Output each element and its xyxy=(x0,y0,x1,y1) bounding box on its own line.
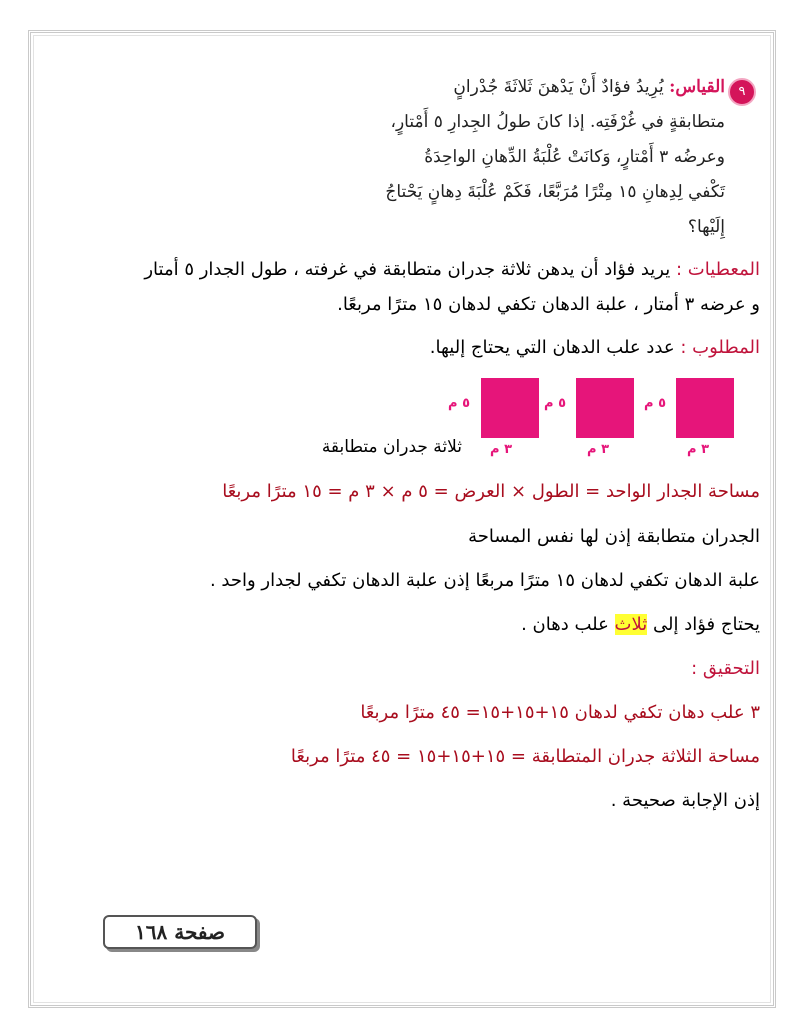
same-area-line: الجدران متطابقة إذن لها نفس المساحة xyxy=(468,526,760,547)
wall-1-width-label: ٣ م xyxy=(490,442,512,457)
problem-number-badge: ٩ xyxy=(728,78,756,106)
can-coverage-line: علبة الدهان تكفي لدهان ١٥ مترًا مربعًا إذن علبة الدهان تكفي لجدار واحد . xyxy=(209,570,760,591)
wall-2-height-label: ٥ م xyxy=(544,396,566,411)
problem-keyword: القياس: xyxy=(669,77,725,97)
givens-text-1: يريد فؤاد أن يدهن ثلاثة جدران متطابقة في غرفته ، طول الجدار ٥ أمتار xyxy=(144,259,671,280)
page-number-badge: صفحة ١٦٨ xyxy=(103,915,257,949)
check-label: التحقيق : xyxy=(691,658,760,679)
diagram-caption: ثلاثة جدران متطابقة xyxy=(321,437,462,457)
answer-post: علب دهان . xyxy=(521,614,609,635)
givens-label: المعطيات : xyxy=(676,259,760,280)
wall-3-width-label: ٣ م xyxy=(687,442,709,457)
wall-3 xyxy=(676,378,734,438)
required-line xyxy=(40,333,760,363)
givens-text-2: و عرضه ٣ أمتار ، علبة الدهان تكفي لدهان ١٥ مترًا مربعًا. xyxy=(337,294,760,315)
problem-line-5: إِلَيْها؟ xyxy=(687,217,725,237)
wall-2-width-label: ٣ م xyxy=(587,442,609,457)
wall-2 xyxy=(576,378,634,438)
givens-line-1 xyxy=(40,255,760,285)
required-text: عدد علب الدهان التي يحتاج إليها. xyxy=(429,337,675,358)
answer-highlight: ثلاث xyxy=(614,614,648,635)
required-label: المطلوب : xyxy=(680,337,760,358)
answer-pre: يحتاج فؤاد إلى xyxy=(652,614,760,635)
problem-statement xyxy=(150,70,725,245)
check-line-2: مساحة الثلاثة جدران المتطابقة = ١٥+١٥+١٥ = ٤٥ مترًا مربعًا xyxy=(290,746,760,767)
problem-line-4: تَكْفي لِدِهانِ ١٥ مِتْرًا مُرَبَّعًا، فَكَمْ عُلْبَةَ دِهانٍ يَحْتاجُ xyxy=(385,182,725,202)
problem-line-1: يُرِيدُ فؤادٌ أَنْ يَدْهنَ ثَلاثَةَ جُدْرانٍ xyxy=(453,77,664,97)
check-line-1: ٣ علب دهان تكفي لدهان ١٥+١٥+١٥= ٤٥ مترًا مربعًا xyxy=(360,702,760,723)
wall-1-height-label: ٥ م xyxy=(448,396,470,411)
problem-line-2: متطابقةٍ في غُرْفَتِه. إذا كانَ طولُ الجِدارِ ٥ أَمْتارٍ، xyxy=(390,112,725,132)
problem-line-3: وعرضُه ٣ أَمْتارٍ، وَكانَتْ عُلْبَةُ الدِّهانِ الواحِدَةُ xyxy=(424,147,725,167)
answer-line xyxy=(40,610,760,640)
wall-1 xyxy=(481,378,539,438)
wall-3-height-label: ٥ م xyxy=(644,396,666,411)
wall-area-line: مساحة الجدار الواحد = الطول × العرض = ٥ م × ٣ م = ١٥ مترًا مربعًا xyxy=(222,481,760,502)
conclusion-line: إذن الإجابة صحيحة . xyxy=(610,790,760,811)
